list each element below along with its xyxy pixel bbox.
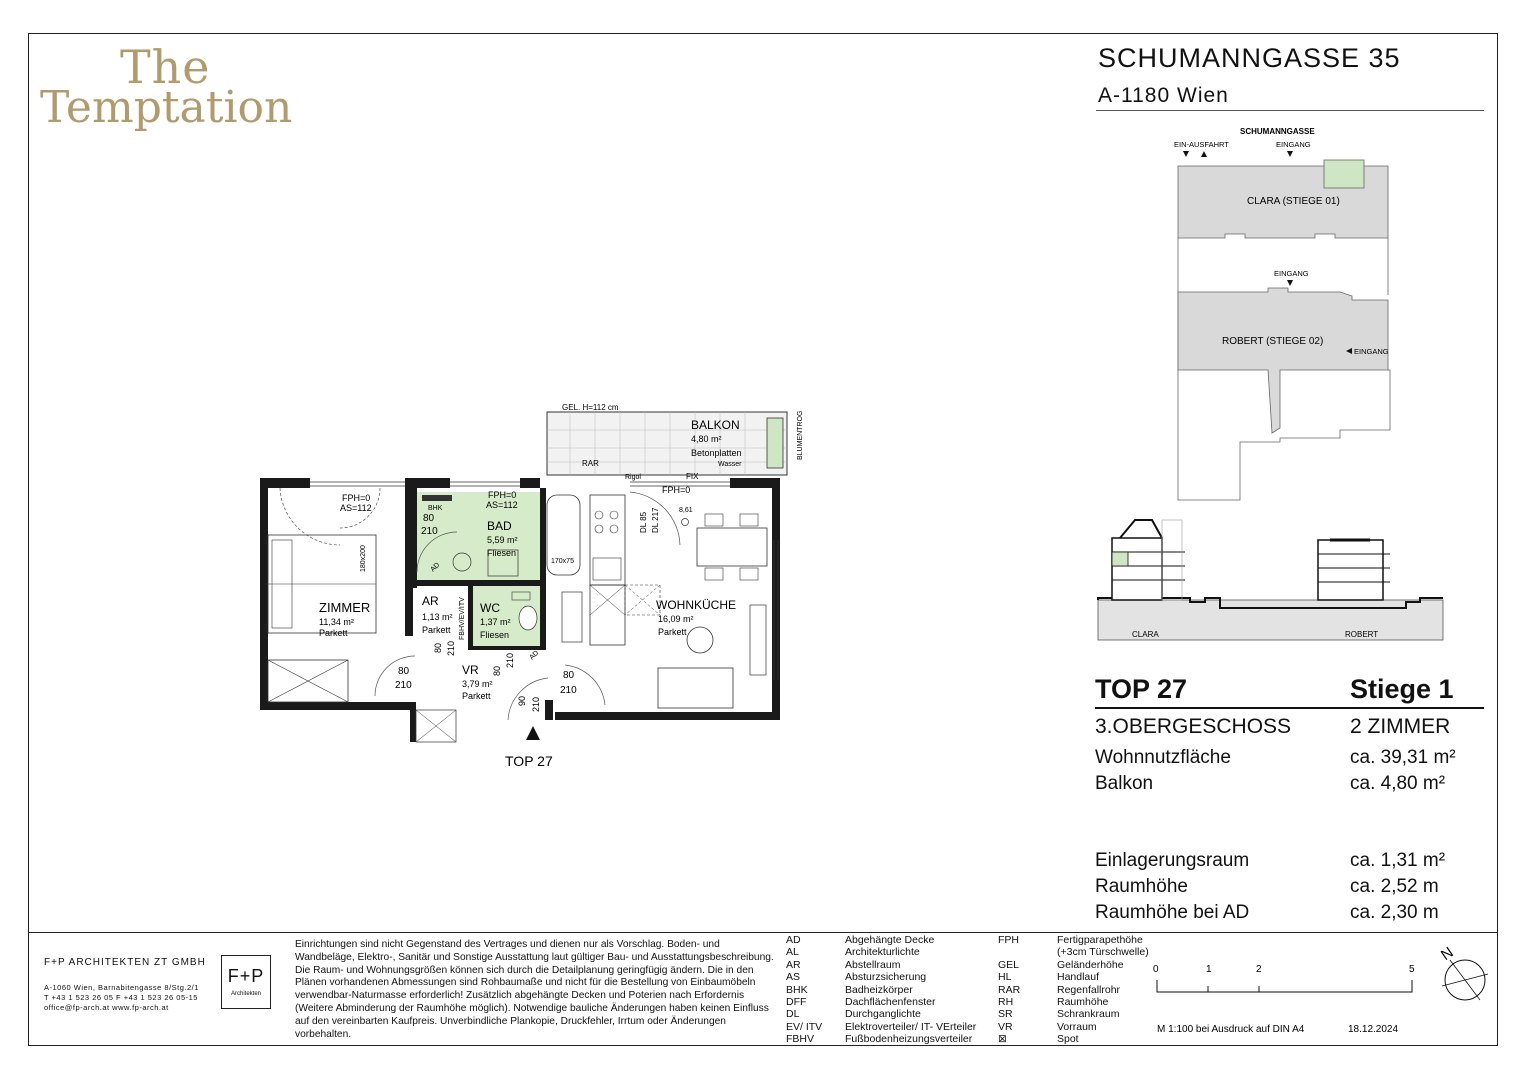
- ad-bad: AD: [429, 561, 442, 574]
- ar-door-80: 80: [433, 642, 443, 653]
- bad-door-80: 80: [423, 513, 435, 524]
- legend-text: Badheizkörper: [845, 983, 913, 996]
- legend-text: Schrankraum: [1057, 1008, 1120, 1021]
- entry-arrow-icon: [526, 726, 540, 740]
- site-plan: [1090, 120, 1490, 650]
- arrow-down-icon: [1287, 151, 1293, 157]
- dl85: DL 85: [639, 511, 648, 533]
- legend-text: Elektroverteiler/ IT- VErteiler: [845, 1020, 977, 1033]
- bad-door-210: 210: [421, 526, 438, 537]
- kitchen-door-210: 210: [560, 685, 577, 696]
- row-label: Wohnnutzfläche: [1095, 747, 1231, 768]
- legend-abbr: ⊠: [998, 1033, 1007, 1046]
- disclaimer: Einrichtungen sind nicht Gegenstand des Vertrages und dienen nur als Vorschlag. Boden- und Wandbeläge, Elektro-, Sanitär und Sonstige Ausstattung laut gültiger Bau- und Ausstattungsbeschreibung. Die Raum- und Wohnungsgrößen können sich durch die Detailplanung geringfügig ändern. Die in den Plänen vorhandenen Abmessungen sind Rohbaumaße und nicht für die Bestellung von Einbaumöbeln verwendbar-Naturmasse erforderlich! Zusätzlich abgehängte Decken und Poterien nach Erfordernis (Weitere Abminderung der Raumhöhe möglich). Notwendige bauliche Änderungen haben keinen Einfluss auf den vereinbarten Kaufpreis. Unverbindliche Plankopie, Druckfehler, Irrtum oder Änderungen vorbehalten.: [295, 939, 774, 1040]
- row-value: ca. 39,31 m²: [1350, 747, 1456, 768]
- spot-icon: [682, 519, 689, 526]
- wc-area: 1,37 m²: [480, 617, 511, 627]
- legend-text: Fertigparapethöhe: [1057, 934, 1143, 946]
- legend-text: Handlauf: [1057, 971, 1100, 984]
- scale-bar: [1157, 980, 1412, 992]
- north-label: N: [1437, 943, 1457, 964]
- wohn-area: 16,09 m²: [658, 614, 694, 624]
- zimmer-name: ZIMMER: [319, 600, 371, 615]
- section-robert: [1318, 540, 1383, 600]
- scale-note: M 1:100 bei Ausdruck auf DIN A4: [1157, 1024, 1305, 1035]
- legend-text: Geländerhöhe: [1057, 958, 1124, 971]
- unit-divider: [1095, 707, 1484, 709]
- legend-abbr: SR: [998, 1008, 1013, 1021]
- unit-rooms: 2 ZIMMER: [1350, 715, 1451, 738]
- section-clara: [1112, 538, 1162, 600]
- legend-abbr: FBHV: [786, 1033, 815, 1046]
- plan-date: 18.12.2024: [1348, 1024, 1399, 1035]
- dl217: DL 217: [651, 507, 660, 533]
- logo-line-1: The: [120, 40, 211, 94]
- row-value: ca. 2,30 m: [1350, 902, 1439, 923]
- row-value: ca. 2,52 m: [1350, 876, 1439, 897]
- section-robert-label: ROBERT: [1345, 630, 1379, 639]
- legend-abbr: [998, 946, 1020, 958]
- legend-text: Architekturlichte: [845, 946, 920, 959]
- wohn-name: WOHNKÜCHE: [656, 598, 736, 612]
- zimmer-floor: Parkett: [319, 628, 348, 638]
- toilet: [519, 606, 537, 630]
- blumentrog: [767, 418, 783, 468]
- legend-text: Raumhöhe: [1057, 996, 1109, 1009]
- site-robert-label: ROBERT (STIEGE 02): [1222, 336, 1324, 347]
- city-address: A-1180 Wien: [1098, 84, 1229, 107]
- balkon-floor: Betonplatten: [691, 448, 742, 458]
- legend-abbr: RH: [998, 996, 1014, 1009]
- legend-text: Spot: [1057, 1033, 1079, 1046]
- fbhv-label: FBHV/EV/ITV: [459, 597, 466, 640]
- bhk: [422, 495, 452, 501]
- ceiling-height: 8,61: [679, 507, 693, 514]
- tv-unit: [750, 605, 766, 675]
- balkon-name: BALKON: [691, 418, 740, 432]
- row-label: Raumhöhe bei AD: [1095, 902, 1250, 923]
- arrow-down-icon: [1183, 151, 1189, 157]
- wc-name: WC: [480, 601, 500, 615]
- wc-cabinet: [562, 592, 582, 642]
- scale-tick-1: 1: [1206, 964, 1212, 975]
- ad-vr: AD: [528, 649, 541, 662]
- legend-text-col-2: [1057, 934, 1149, 1046]
- divider: [1096, 110, 1484, 111]
- legend-abbr: DL: [786, 1008, 800, 1021]
- legend-text: Regenfallrohr: [1057, 983, 1121, 996]
- legend-abbr: AS: [786, 971, 801, 984]
- scale-and-north: [1150, 940, 1490, 1035]
- legend-abbr: AR: [786, 958, 801, 971]
- kitchen-door-80: 80: [563, 670, 575, 681]
- balkon-rar: RAR: [582, 459, 599, 468]
- unit-floor: 3.OBERGESCHOSS: [1095, 715, 1292, 738]
- legend-text: Fußbodenheizungsverteiler: [845, 1033, 973, 1046]
- wohn-floor: Parkett: [658, 627, 687, 637]
- bhk-label: BHK: [428, 505, 443, 512]
- bed-size: 180x200: [360, 545, 367, 572]
- footer-divider: [28, 932, 1498, 933]
- sofa: [658, 668, 733, 708]
- legend-abbr: RAR: [998, 983, 1021, 996]
- row-label: Balkon: [1095, 773, 1154, 794]
- clara-highlight: [1324, 160, 1364, 188]
- legend-abbr: FPH: [998, 934, 1019, 946]
- zimmer-door-210: 210: [395, 680, 412, 691]
- fp-logo-text: F+P: [227, 966, 265, 986]
- bad-name: BAD: [487, 519, 512, 533]
- dining-table: [697, 528, 767, 566]
- legend-text-col-1: [845, 934, 976, 1046]
- legend-abbr: BHK: [786, 983, 808, 996]
- tub-size: 170x75: [551, 558, 574, 565]
- bad-floor: Fliesen: [487, 548, 517, 558]
- entry-door-90: 90: [517, 695, 527, 706]
- architect-address: A-1060 Wien, Barnabitengasse 8/Stg.2/1: [44, 983, 199, 992]
- balkon-wasser: Wasser: [718, 461, 742, 468]
- section-clara-label: CLARA: [1132, 630, 1159, 639]
- fph-a: FPH=0: [342, 493, 371, 503]
- floor-plan: [250, 400, 830, 780]
- as-a: AS=112: [340, 503, 372, 513]
- fph-c: FPH=0: [662, 485, 691, 495]
- wc-door-80: 80: [492, 665, 502, 676]
- architect-web: office@fp-arch.at www.fp-arch.at: [44, 1003, 169, 1012]
- site-street-label: SCHUMANNGASSE: [1240, 127, 1315, 136]
- legend-text: Abstellraum: [845, 958, 901, 971]
- scale-tick-2: 2: [1256, 964, 1262, 975]
- site-ein-ausfahrt: EIN-AUSFAHRT: [1174, 140, 1229, 149]
- balkon-rigol: Rigol: [625, 474, 641, 481]
- site-eingang-right: EINGANG: [1354, 347, 1389, 356]
- balkon-area: 4,80 m²: [691, 434, 722, 444]
- balkon-gel: GEL. H=112 cm: [562, 403, 619, 412]
- vr-area: 3,79 m²: [462, 679, 493, 689]
- vr-floor: Parkett: [462, 691, 491, 701]
- balkon-blumentrog: BLUMENTROG: [797, 410, 804, 460]
- legend-text: Abgehängte Decke: [845, 934, 935, 946]
- fp-logo-sub: Architekten: [230, 991, 261, 997]
- legend-text: Dachflächenfenster: [845, 996, 936, 1009]
- zimmer-area: 11,34 m²: [319, 617, 354, 627]
- zimmer-door-80: 80: [398, 666, 410, 677]
- wc-door-210: 210: [505, 652, 515, 668]
- legend-abbr-col-2: [998, 934, 1020, 1046]
- as-b: AS=112: [486, 500, 518, 510]
- scale-tick-0: 0: [1153, 964, 1159, 975]
- ar-door-210: 210: [446, 640, 456, 656]
- bad-area: 5,59 m²: [487, 535, 518, 545]
- legend-abbr: DFF: [786, 996, 807, 1009]
- fix-label: FIX: [686, 472, 699, 481]
- legend-abbr: AD: [786, 934, 801, 946]
- legend-abbr: AL: [786, 946, 799, 959]
- ar-floor: Parkett: [422, 625, 451, 635]
- street-address: SCHUMANNGASSE 35: [1098, 43, 1401, 73]
- entry-door-210: 210: [531, 696, 541, 712]
- round-table: [687, 627, 713, 653]
- wc-floor: Fliesen: [480, 630, 510, 640]
- row-value: ca. 4,80 m²: [1350, 773, 1446, 794]
- kitchen-counter: [590, 495, 625, 585]
- legend-text: Vorraum: [1057, 1020, 1097, 1033]
- site-clara-label: CLARA (STIEGE 01): [1247, 196, 1340, 207]
- site-eingang-mid: EINGANG: [1274, 269, 1309, 278]
- row-label: Einlagerungsraum: [1095, 850, 1250, 871]
- architect-phone: T +43 1 523 26 05 F +43 1 523 26 05-15: [44, 993, 198, 1002]
- kitchen-block: [590, 585, 625, 645]
- legend-abbr-col-1: [786, 934, 822, 1046]
- legend-abbr: VR: [998, 1020, 1013, 1033]
- section-highlight: [1112, 552, 1128, 566]
- legend-text: Durchganglichte: [845, 1008, 921, 1021]
- top-label: TOP 27: [505, 753, 553, 769]
- arrow-up-icon: [1201, 151, 1207, 157]
- legend-abbr: EV/ ITV: [786, 1020, 823, 1033]
- legend-text: (+3cm Türschwelle): [1057, 946, 1149, 959]
- legend-abbr: GEL: [998, 958, 1020, 971]
- legend-text: Absturzsicherung: [845, 971, 927, 984]
- unit-top: TOP 27: [1095, 674, 1188, 704]
- fp-logo: [221, 955, 271, 1009]
- ar-name: AR: [422, 594, 439, 608]
- site-eingang-top: EINGANG: [1276, 140, 1311, 149]
- robert-building: [1178, 288, 1388, 433]
- unit-stiege: Stiege 1: [1350, 674, 1454, 704]
- logo-line-2: Temptation: [40, 82, 293, 133]
- row-label: Raumhöhe: [1095, 876, 1188, 897]
- vr-name: VR: [462, 663, 479, 677]
- scale-tick-5: 5: [1409, 964, 1415, 975]
- legend-abbr: HL: [998, 971, 1012, 984]
- arrow-down-icon: [1287, 280, 1293, 286]
- fph-b: FPH=0: [488, 490, 517, 500]
- row-value: ca. 1,31 m²: [1350, 850, 1446, 871]
- architect-name: F+P ARCHITEKTEN ZT GMBH: [44, 957, 206, 968]
- ar-area: 1,13 m²: [422, 612, 453, 622]
